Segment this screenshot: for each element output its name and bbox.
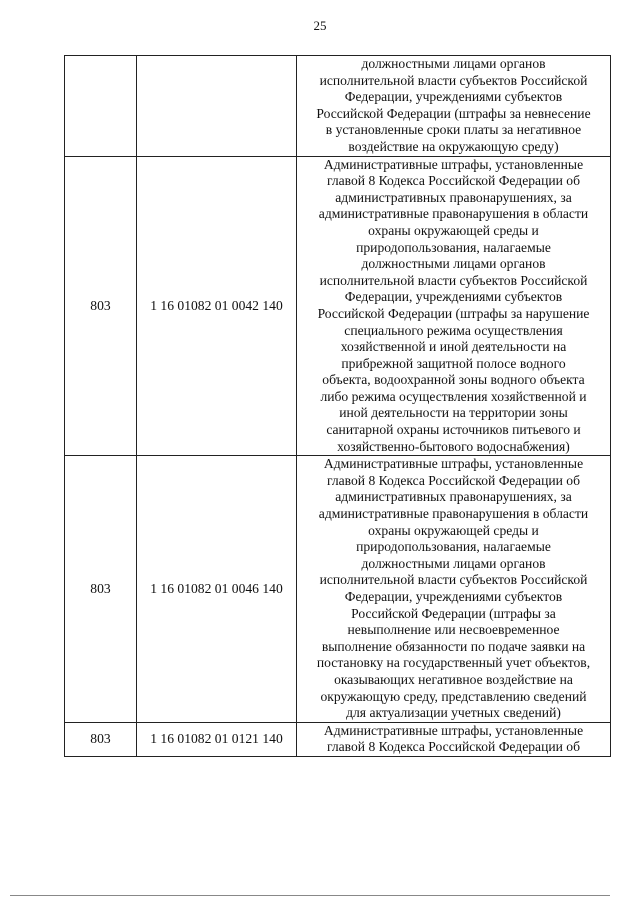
kbk-cell: 1 16 01082 01 0121 140	[137, 722, 297, 756]
description-line: хозяйственной и иной деятельности на	[340, 339, 567, 355]
description-line: Административные штрафы, установленные	[323, 456, 584, 472]
description-line: для актуализации учетных сведений)	[346, 705, 561, 721]
description-line: главой 8 Кодекса Российской Федерации об	[326, 472, 581, 488]
description-line: природопользования, налагаемые	[356, 539, 551, 555]
description-line: должностными лицами органов	[361, 555, 546, 571]
kbk-cell	[137, 56, 297, 157]
description-cell	[297, 456, 611, 723]
description-line: административных правонарушениях, за	[335, 189, 572, 205]
description-line: в установленные сроки платы за негативное	[325, 122, 582, 138]
description-line: воздействие на окружающую среду)	[348, 138, 559, 154]
description-line: оказывающих негативное воздействие на	[334, 671, 573, 687]
admin-code-cell: 803	[65, 156, 137, 456]
kbk-cell: 1 16 01082 01 0042 140	[137, 156, 297, 456]
description-line: иной деятельности на территории зоны	[339, 405, 568, 421]
admin-code-cell: 803	[65, 456, 137, 723]
table-row	[65, 56, 611, 157]
page-bottom-divider	[10, 895, 610, 896]
description-line: охраны окружающей среды и	[368, 522, 539, 538]
description-line: исполнительной власти субъектов Российской	[319, 572, 588, 588]
description-line: Федерации, учреждениями субъектов	[344, 589, 563, 604]
description-line: Российской Федерации (штрафы за	[351, 605, 556, 621]
description-line: специального режима осуществления	[344, 322, 563, 338]
description-cell	[297, 156, 611, 456]
description-line: прибрежной защитной полосе водного	[341, 355, 566, 371]
description-line: Российской Федерации (штрафы за невнесение	[316, 105, 591, 121]
description-line: выполнение обязанности по подаче заявки на	[321, 638, 586, 654]
description-line: исполнительной власти субъектов Российской	[319, 72, 588, 88]
description-line: Административные штрафы, установленные	[323, 722, 584, 738]
description-line: административных правонарушениях, за	[335, 489, 572, 505]
description-line: Административные штрафы, установленные	[323, 156, 584, 172]
description-line: должностными лицами органов	[361, 256, 546, 272]
page-number: 25	[313, 18, 327, 33]
description-line: охраны окружающей среды и	[368, 222, 539, 238]
admin-code-cell	[65, 56, 137, 157]
description-line: постановку на государственный учет объектов,	[316, 655, 591, 671]
description-line: должностными лицами органов	[361, 56, 546, 71]
description-line: хозяйственно-бытового водоснабжения)	[337, 438, 570, 454]
description-cell	[297, 722, 611, 756]
description-line: объекта, водоохранной зоны водного объекта	[322, 372, 585, 388]
description-line: административные правонарушения в области	[318, 506, 589, 522]
description-line: природопользования, налагаемые	[356, 239, 551, 255]
description-cell	[297, 56, 611, 157]
description-line: исполнительной власти субъектов Российской	[319, 272, 588, 288]
description-line: невыполнение или несвоевременное	[347, 622, 560, 638]
admin-code-cell: 803	[65, 722, 137, 756]
description-line: главой 8 Кодекса Российской Федерации об	[326, 173, 581, 189]
table-row	[65, 156, 611, 456]
table-row	[65, 722, 611, 756]
description-line: либо режима осуществления хозяйственной и	[320, 388, 587, 404]
budget-codes-table	[64, 55, 611, 757]
kbk-cell: 1 16 01082 01 0046 140	[137, 456, 297, 723]
description-line: Федерации, учреждениями субъектов	[344, 89, 563, 105]
description-line: Федерации, учреждениями субъектов	[344, 289, 563, 305]
description-line: административные правонарушения в области	[318, 206, 589, 222]
table-row	[65, 456, 611, 723]
description-line: главой 8 Кодекса Российской Федерации об	[326, 739, 581, 755]
description-line: санитарной охраны источников питьевого и	[326, 422, 581, 438]
description-line: окружающую среду, представлению сведений	[320, 688, 587, 704]
description-line: Российской Федерации (штрафы за нарушение	[317, 305, 590, 321]
